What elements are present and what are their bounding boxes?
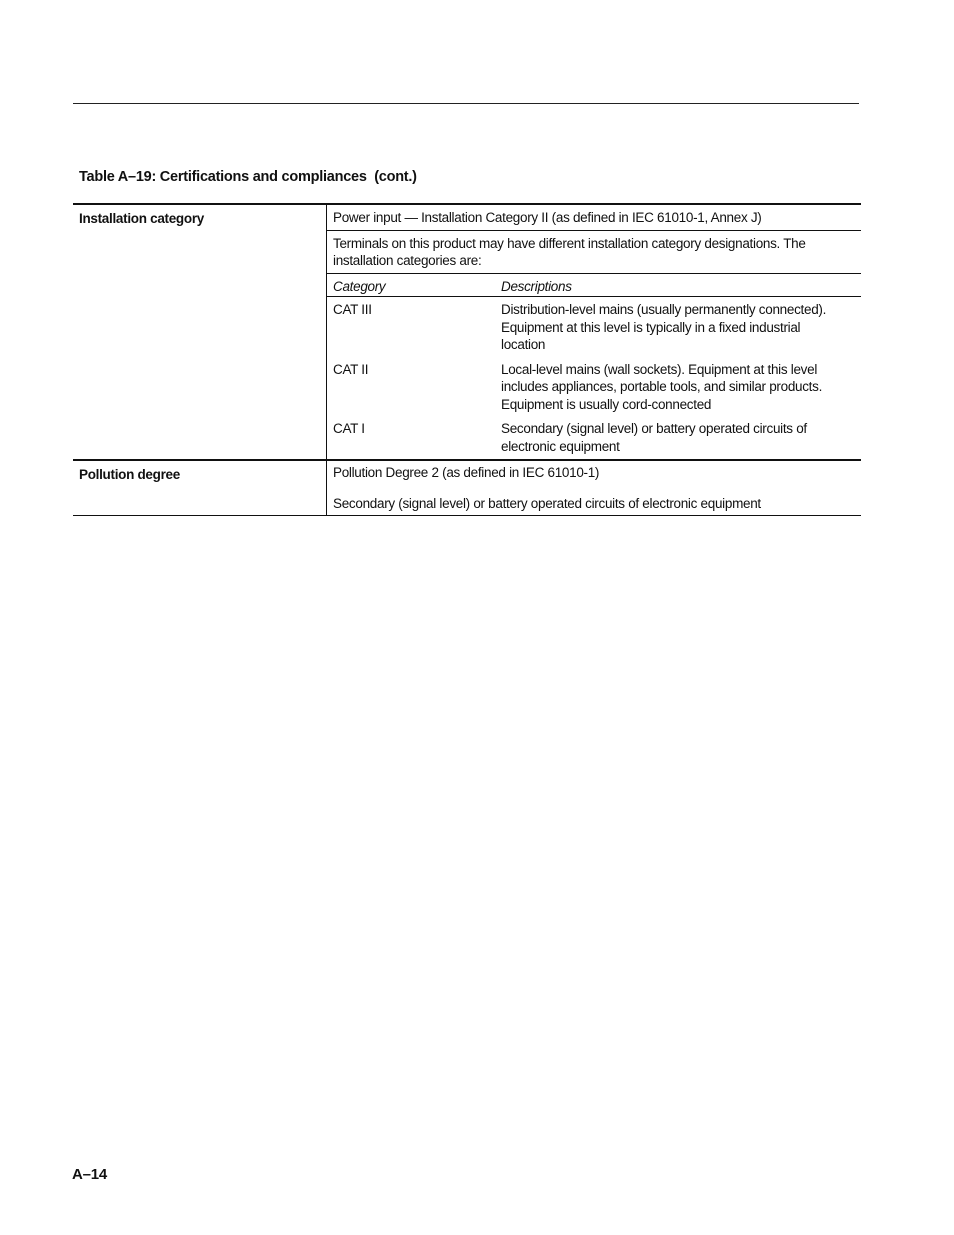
category-description: Distribution-level mains (usually permanently connected). Equipment at this level is typically in a fixed industrial location: [501, 302, 827, 352]
category-name: CAT III: [333, 302, 372, 317]
power-input-text: Power input — Installation Category II (as defined in IEC 61010-1, Annex J): [333, 210, 762, 225]
installation-category-content: [327, 204, 862, 460]
header-rule: [73, 103, 859, 104]
category-name: CAT II: [333, 361, 369, 377]
category-description: Local-level mains (wall sockets). Equipment at this level includes appliances, portable tools, and similar products. Equipment is usually cord-connected: [501, 361, 823, 412]
category-row-cat-ii: [327, 358, 861, 418]
spec-table: [73, 203, 861, 516]
category-column-header: Category: [333, 278, 386, 294]
row-label-installation-category: Installation category: [73, 204, 327, 460]
category-row-cat-i: [327, 417, 861, 459]
row-label-pollution-degree: Pollution degree: [73, 460, 327, 516]
pollution-degree-content: [327, 460, 862, 516]
table-title: Table A–19: Certifications and compliances (cont.): [79, 169, 417, 185]
table-row-pollution-degree: [73, 460, 861, 516]
category-description: Secondary (signal level) or battery operated circuits of electronic equipment: [501, 421, 807, 454]
pollution-degree-line-2: Secondary (signal level) or battery operated circuits of electronic equipment: [333, 495, 761, 511]
pollution-degree-line-1: Pollution Degree 2 (as defined in IEC 61010-1): [333, 465, 600, 480]
descriptions-column-header: Descriptions: [501, 278, 572, 294]
terminals-note-text: Terminals on this product may have different installation category designations. The installation categories are:: [327, 230, 861, 273]
table-row-installation-category: [73, 204, 861, 460]
certifications-table: [73, 203, 861, 516]
category-row-cat-iii: [327, 297, 861, 358]
category-subtable-header: [327, 273, 861, 298]
page-number: A–14: [72, 1166, 108, 1183]
category-name: CAT I: [333, 421, 365, 436]
